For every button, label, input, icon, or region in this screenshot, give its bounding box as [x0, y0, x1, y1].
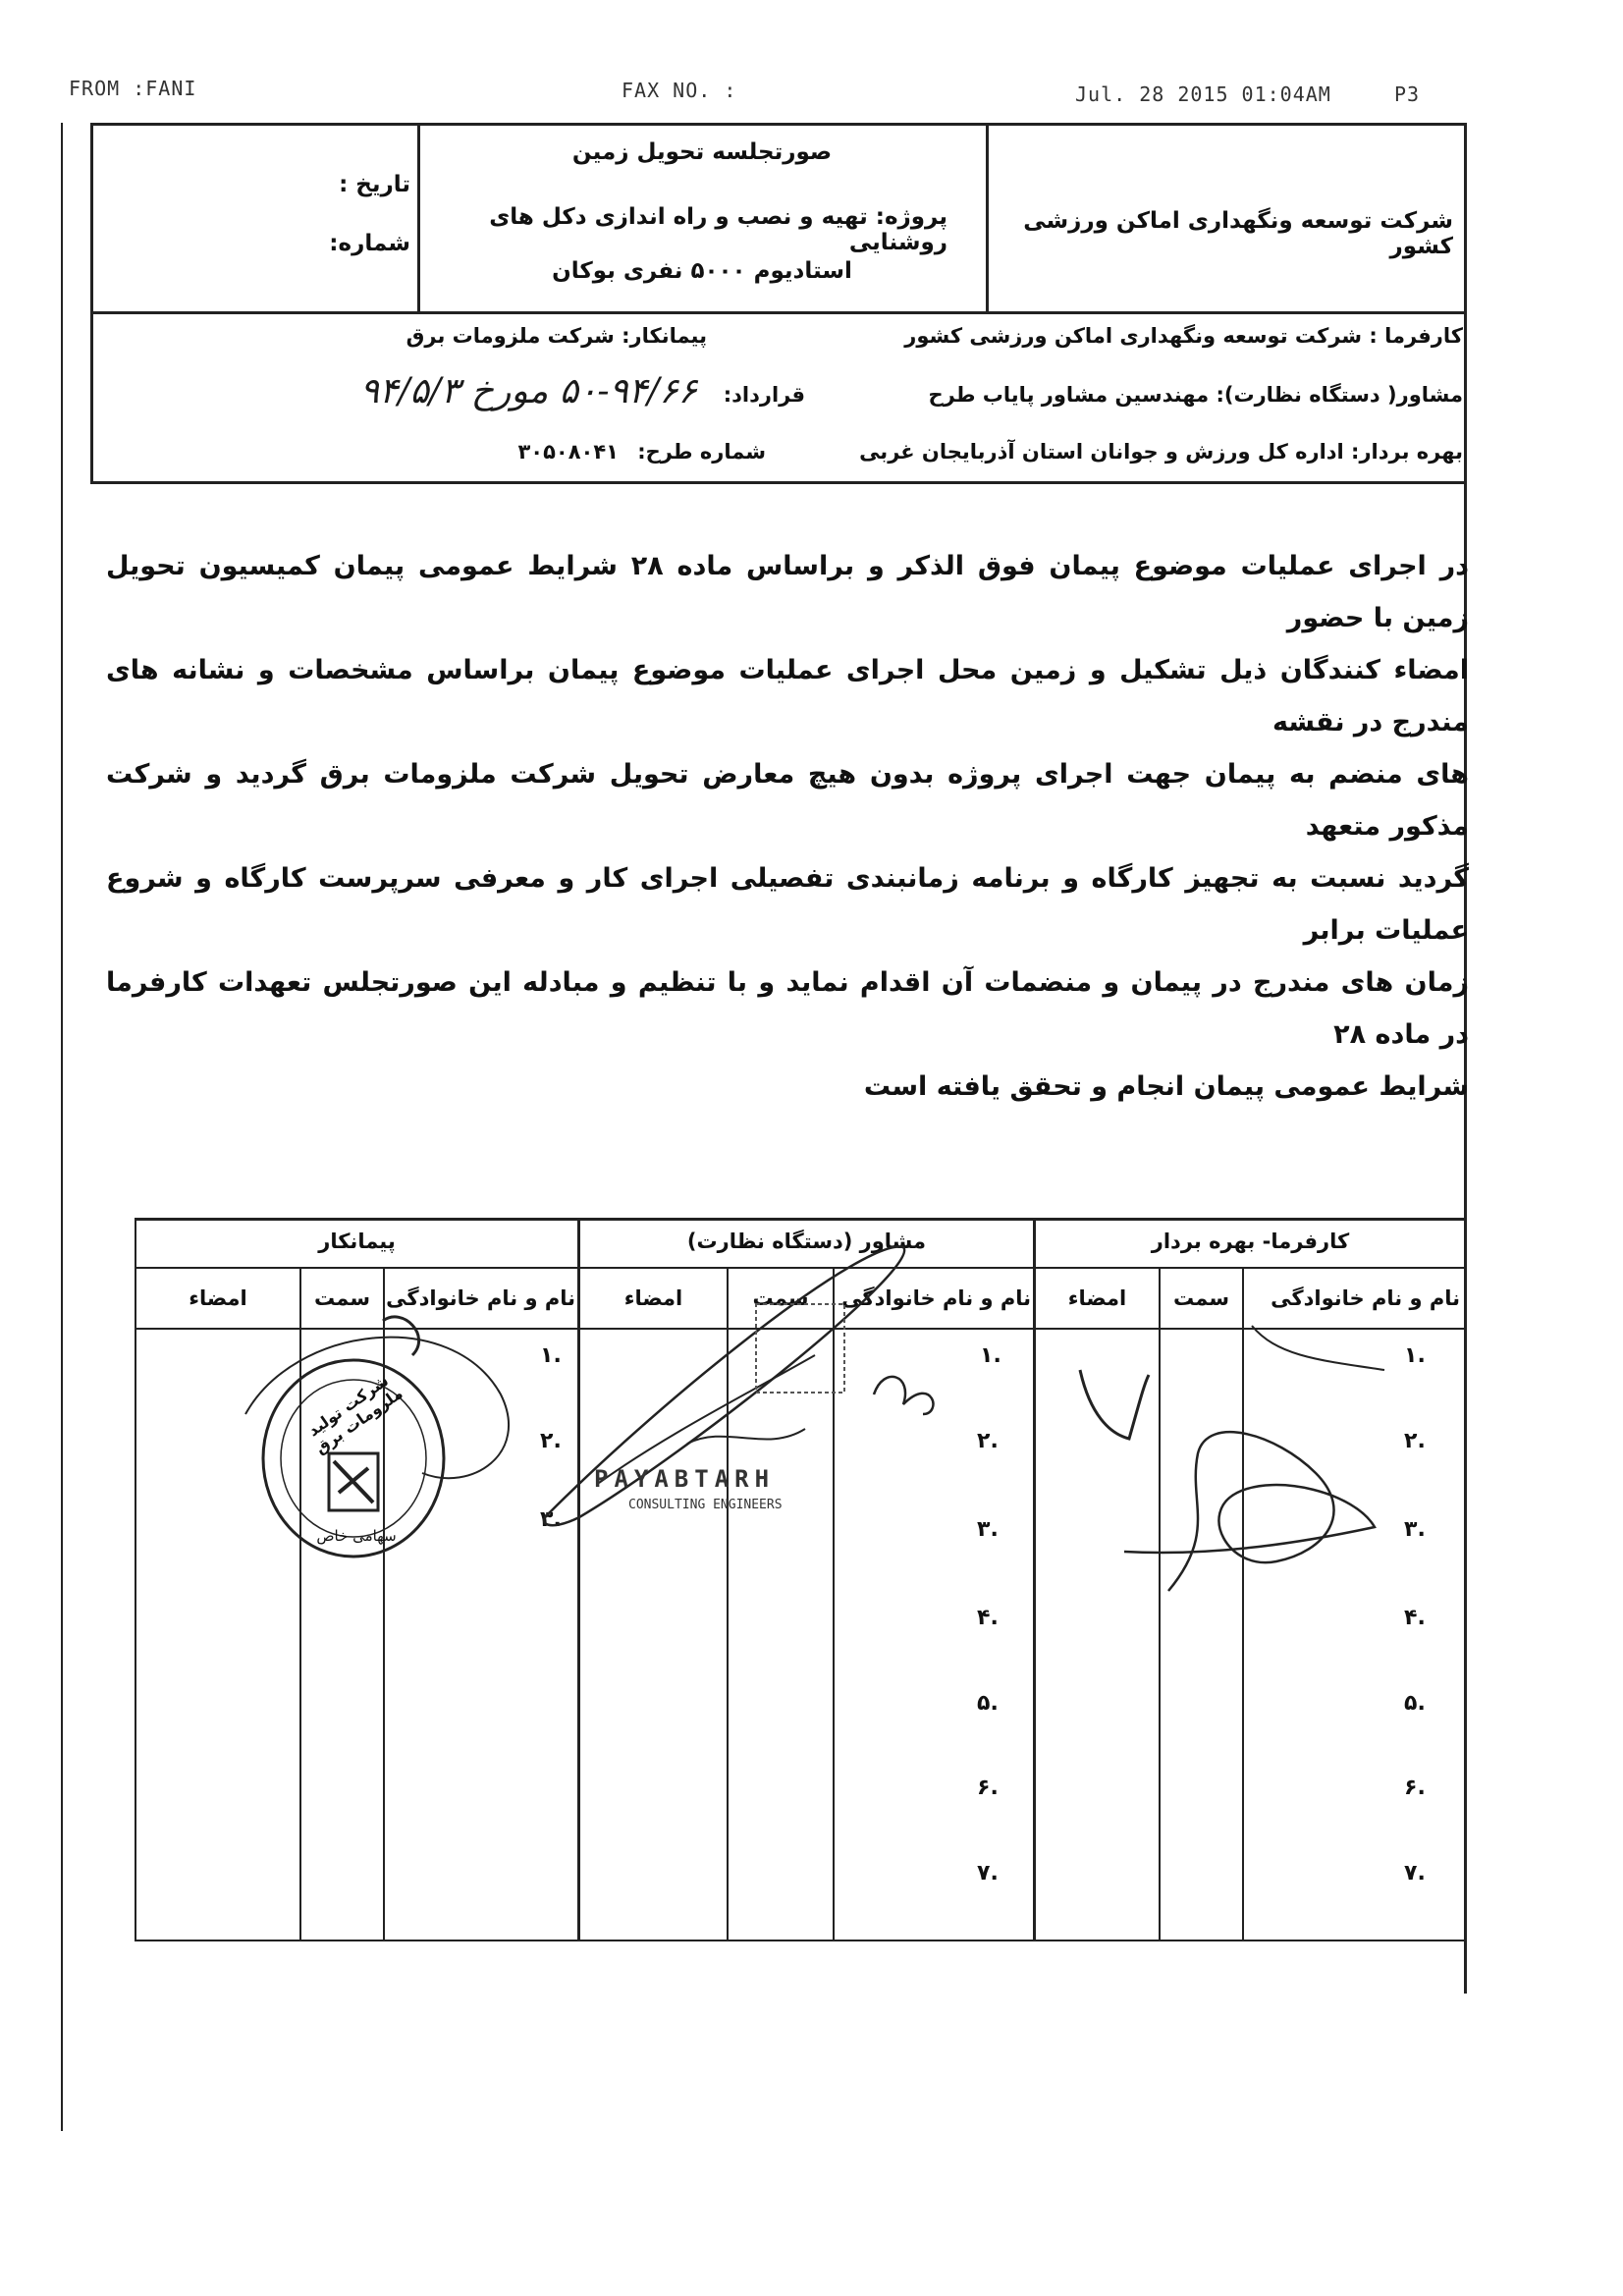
plan-number: ۳۰۵۰۸۰۴۱: [517, 440, 619, 464]
header-divider-right: [986, 126, 989, 312]
col-line: [299, 1269, 301, 1941]
row-number: .۵: [1404, 1691, 1426, 1716]
body-line: در اجرای عملیات موضوع پیمان فوق الذکر و براساس ماده ۲۸ شرایط عمومی پیمان کمیسیون تحویل زمین با حضور: [106, 551, 1469, 633]
plan-number-label: شماره طرح:: [637, 440, 766, 464]
contract-handwritten: ۵۰-۹۴/۶۶ مورخ ۹۴/۵/۳: [359, 371, 697, 411]
row-number: .۲: [977, 1429, 999, 1453]
col-line: [1159, 1269, 1161, 1941]
col-sign: امضاء: [189, 1286, 247, 1310]
row-number: .۲: [1404, 1429, 1426, 1453]
row-number: .۴: [1404, 1606, 1426, 1630]
row-number: .۳: [540, 1507, 562, 1532]
beneficiary-line: بهره بردار: اداره کل ورزش و جوانان استان آذربایجان غربی: [859, 440, 1463, 464]
consultant-stamp-sub: CONSULTING ENGINEERS: [628, 1498, 783, 1512]
info-left-border: [90, 314, 93, 481]
consultant-stamp-name: PAYABTARH: [594, 1465, 776, 1493]
info-bottom-border: [90, 481, 1467, 484]
col-sign: امضاء: [1067, 1286, 1127, 1310]
contractor-stamp-footer: سهامی خاص: [316, 1527, 397, 1545]
contractor-line: پیمانکار: شرکت ملزومات برق: [406, 324, 707, 348]
header-divider-left: [417, 126, 420, 312]
group-contractor: پیمانکار: [318, 1230, 396, 1253]
date-label: تاریخ :: [339, 172, 410, 197]
contract-label: قرارداد:: [723, 383, 805, 407]
row-number: .۶: [977, 1776, 999, 1800]
group-divider-1: [577, 1218, 580, 1941]
body-line: زمان های مندرج در پیمان و منضمات آن اقدام نماید و با تنظیم و مبادله این صورتجلس تعهدات کارفرما در ماده ۲۸: [106, 967, 1469, 1050]
table-header-rule: [135, 1328, 1465, 1330]
table-left: [135, 1218, 136, 1941]
row-number: .۳: [977, 1517, 999, 1542]
body-line: گردید نسبت به تجهیز کارگاه و برنامه زمانبندی تفصیلی اجرای کار و معرفی سرپرست کارگاه و شروع عملیات برابر: [106, 863, 1469, 946]
company-name: شرکت توسعه ونگهداری اماکن ورزشی کشور: [1023, 208, 1453, 259]
fax-from: FROM :FANI: [69, 77, 197, 100]
row-number: .۵: [977, 1691, 999, 1716]
row-number: .۱: [540, 1343, 562, 1368]
col-sign: امضاء: [623, 1286, 683, 1310]
project-line-1: پروژه: تهیه و نصب و راه اندازی دکل های روشنایی: [489, 204, 947, 255]
row-number: .۷: [977, 1861, 999, 1886]
document-title: صورتجلسه تحویل زمین: [571, 139, 833, 165]
col-role: سمت: [1173, 1286, 1229, 1310]
table-group-rule: [135, 1267, 1465, 1269]
body-line: های منضم به پیمان جهت اجرای پروژه بدون هیچ معارض تحویل شرکت ملزومات برق گردید و شرکت مذکور متعهد: [106, 759, 1469, 842]
row-number: .۱: [980, 1343, 1001, 1368]
col-role: سمت: [314, 1286, 370, 1310]
fax-datetime: Jul. 28 2015 01:04AM: [1075, 82, 1331, 106]
fax-number: FAX NO. :: [622, 79, 737, 102]
table-top: [135, 1218, 1465, 1221]
col-line: [1242, 1269, 1244, 1941]
number-label: شماره:: [329, 231, 410, 256]
body-line: شرایط عمومی پیمان انجام و تحقق یافته است: [863, 1071, 1469, 1102]
col-name: نام و نام خانوادگی: [386, 1286, 575, 1310]
left-margin-rule: [61, 123, 63, 2131]
group-consultant: مشاور (دستگاه نظارت): [686, 1230, 927, 1253]
row-number: .۴: [977, 1606, 999, 1630]
row-number: .۶: [1404, 1776, 1426, 1800]
row-number: .۳: [1404, 1517, 1426, 1542]
col-line: [833, 1269, 835, 1941]
group-employer: کارفرما- بهره بردار: [1151, 1230, 1350, 1253]
row-number: .۷: [1404, 1861, 1426, 1886]
col-line: [727, 1269, 729, 1941]
col-name: نام و نام خانوادگی: [1271, 1286, 1460, 1310]
row-number: .۱: [1404, 1343, 1426, 1368]
fax-page: P3: [1394, 82, 1421, 106]
consultant-line: مشاور( دستگاه نظارت): مهندسین مشاور پایاب طرح: [928, 383, 1463, 407]
col-name: نام و نام خانوادگی: [841, 1286, 1031, 1310]
body-line: امضاء کنندگان ذیل تشکیل و زمین محل اجرای عملیات موضوع پیمان براساس مشخصات و نشانه های مندرج در نقشه: [106, 655, 1469, 738]
table-bottom: [135, 1940, 1465, 1941]
contractor-stamp-text: شرکت تولید ملزومات برق: [304, 1371, 406, 1458]
col-role: سمت: [752, 1286, 809, 1310]
employer-signature: [1080, 1326, 1384, 1591]
body-paragraph: [106, 540, 1469, 1113]
project-line-2: استادیوم ۵۰۰۰ نفری بوکان: [552, 258, 852, 284]
row-number: .۲: [540, 1429, 562, 1453]
contractor-stamp: [245, 1317, 509, 1557]
employer-line: کارفرما : شرکت توسعه ونگهداری اماکن ورزشی کشور: [904, 324, 1463, 348]
group-divider-2: [1033, 1218, 1036, 1941]
